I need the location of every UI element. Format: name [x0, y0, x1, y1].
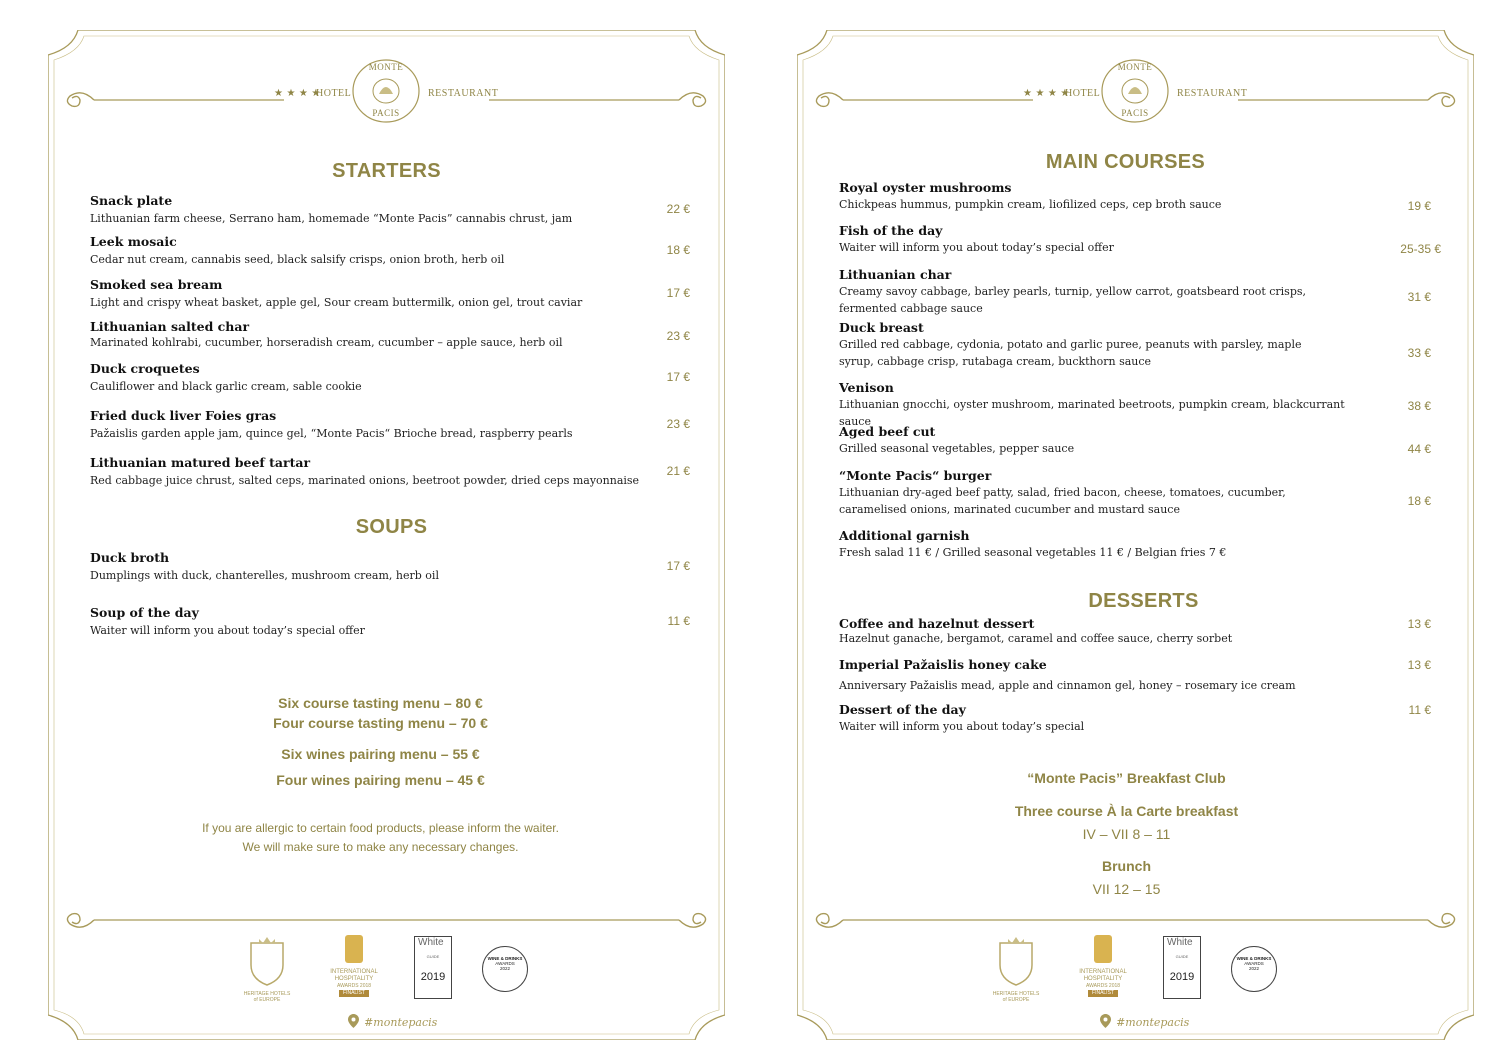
item-price: 17 € [666, 286, 690, 300]
logo-text-monte: MONTE [1117, 62, 1153, 72]
list-item [90, 234, 650, 269]
item-price: 33 € [1407, 346, 1431, 360]
logo-text-monte: MONTE [368, 62, 404, 72]
monte-pacis-logo [351, 58, 421, 124]
location-pin-icon [348, 1014, 359, 1028]
soups-heading: SOUPS [355, 516, 428, 538]
item-description: Cauliflower and black garlic cream, sable cookie [90, 380, 362, 393]
iha-text-3: AWARDS 2018 [1085, 983, 1121, 989]
alacarte-breakfast-title: Three course À la Carte breakfast [1014, 803, 1239, 819]
tasting-menu-six: Six course tasting menu – 80 € [278, 695, 483, 711]
item-description: Lithuanian dry-aged beef patty, salad, fried bacon, cheese, tomatoes, cucumber, caramelised onions, marinated cucumber and mustard sauce [839, 486, 1286, 516]
item-name: Coffee and hazelnut dessert [839, 616, 1035, 631]
breakfast-club-title: “Monte Pacis” Breakfast Club [1027, 770, 1226, 786]
wd-text-2: AWARDS [495, 961, 515, 966]
white-guide-badge [1163, 936, 1201, 999]
list-item [839, 267, 1309, 317]
item-description: Chickpeas hummus, pumpkin cream, liofilized ceps, cep broth sauce [839, 198, 1222, 211]
wine-pairing-six: Six wines pairing menu – 55 € [281, 746, 480, 762]
list-item [839, 380, 1379, 430]
white-guide-badge [414, 936, 452, 999]
white-guide-title: White [1167, 937, 1193, 948]
list-item [839, 616, 1369, 648]
allergy-note-line1: If you are allergic to certain food products, please inform the waiter. [202, 821, 559, 835]
item-price: 11 € [1408, 703, 1431, 717]
item-name: Additional garnish [839, 528, 970, 543]
heritage-hotels-badge [241, 935, 293, 1007]
monte-pacis-logo [1100, 58, 1170, 124]
heritage-text-2: of EUROPE [253, 997, 281, 1003]
iha-text-3: AWARDS 2018 [336, 983, 372, 989]
list-item [839, 657, 1369, 695]
list-item [90, 605, 650, 640]
hashtag-text[interactable]: #montepacis [1116, 1016, 1190, 1029]
location-pin-icon [1100, 1014, 1111, 1028]
heritage-hotels-badge [990, 935, 1042, 1007]
hospitality-awards-badge [325, 933, 383, 1005]
item-description: Anniversary Pažaislis mead, apple and cinnamon gel, honey – rosemary ice cream [839, 679, 1296, 692]
heritage-text-1: HERITAGE HOTELS [243, 991, 291, 997]
list-item [90, 361, 650, 396]
item-name: “Monte Pacis“ burger [839, 468, 992, 483]
brunch-title: Brunch [1102, 858, 1151, 874]
item-price: 13 € [1407, 658, 1431, 672]
list-item [90, 193, 650, 228]
wd-year: 2022 [1248, 966, 1259, 971]
item-description: Creamy savoy cabbage, barley pearls, turnip, yellow carrot, goatsbeard root crisps, fermented cabbage sauce [839, 285, 1307, 315]
item-name: Snack plate [90, 193, 173, 208]
list-item [839, 223, 1369, 257]
item-description: Pažaislis garden apple jam, quince gel, “Monte Pacis“ Brioche bread, raspberry pearls [90, 427, 573, 440]
list-item [90, 277, 650, 312]
list-item [839, 320, 1339, 370]
hashtag-line [1100, 1011, 1220, 1030]
item-description: Grilled red cabbage, cydonia, potato and garlic puree, peanuts with parsley, maple syrup, cabbage crisp, rutabaga cream, buckthorn sauce [839, 338, 1302, 368]
wd-year: 2022 [499, 966, 510, 971]
wd-text-2: AWARDS [1244, 961, 1264, 966]
item-price: 44 € [1407, 442, 1431, 456]
iha-text-1: INTERNATIONAL [1079, 969, 1127, 975]
item-name: Smoked sea bream [90, 277, 223, 292]
item-name: Aged beef cut [839, 424, 936, 439]
item-description: Hazelnut ganache, bergamot, caramel and coffee sauce, cherry sorbet [839, 632, 1233, 645]
header-stars: ★ ★ ★ ★ [274, 88, 321, 99]
heritage-text-1: HERITAGE HOTELS [992, 991, 1040, 997]
item-name: Lithuanian salted char [90, 319, 250, 334]
logo-text-pacis: PACIS [372, 108, 400, 118]
heritage-text-2: of EUROPE [1002, 997, 1030, 1003]
white-guide-title: White [418, 937, 444, 948]
wd-text-1: WINE & DRINKS [487, 956, 523, 961]
list-item [839, 468, 1349, 518]
iha-text-4: FINALIST [339, 990, 369, 997]
header-restaurant: RESTAURANT [1177, 88, 1248, 99]
wine-pairing-four: Four wines pairing menu – 45 € [276, 772, 485, 788]
item-name: Lithuanian matured beef tartar [90, 455, 311, 470]
hashtag-text[interactable]: #montepacis [364, 1016, 438, 1029]
item-description: Light and crispy wheat basket, apple gel, Sour cream buttermilk, onion gel, trout caviar [90, 296, 583, 309]
header-hotel: HOTEL [1065, 88, 1101, 99]
white-guide-year: 2019 [420, 971, 446, 983]
starters-heading: STARTERS [332, 160, 441, 182]
logo-text-pacis: PACIS [1121, 108, 1149, 118]
item-price: 38 € [1407, 399, 1431, 413]
item-name: Royal oyster mushrooms [839, 180, 1012, 195]
item-description: Red cabbage juice chrust, salted ceps, marinated onions, beetroot powder, dried ceps mayonnaise [90, 474, 640, 487]
hospitality-awards-badge [1074, 933, 1132, 1005]
list-item [90, 550, 650, 585]
item-price: 13 € [1407, 617, 1431, 631]
item-name: Fried duck liver Foies gras [90, 408, 277, 423]
item-price: 21 € [666, 464, 690, 478]
item-description: Lithuanian gnocchi, oyster mushroom, marinated beetroots, pumpkin cream, blackcurrant sauce [839, 398, 1345, 428]
allergy-note-line2: We will make sure to make any necessary changes. [242, 840, 519, 854]
item-description: Grilled seasonal vegetables, pepper sauce [839, 442, 1075, 455]
list-item [839, 528, 1369, 562]
footer-flourish [64, 910, 709, 934]
header-restaurant: RESTAURANT [428, 88, 499, 99]
tasting-menu-four: Four course tasting menu – 70 € [273, 715, 488, 731]
item-name: Dessert of the day [839, 702, 966, 717]
item-price: 17 € [666, 370, 690, 384]
item-name: Duck broth [90, 550, 170, 565]
list-item [839, 424, 1369, 458]
iha-text-2: HOSPITALITY [1083, 976, 1123, 982]
list-item [90, 455, 650, 490]
wine-drinks-awards-badge [482, 946, 528, 992]
item-description: Marinated kohlrabi, cucumber, horseradish cream, cucumber – apple sauce, herb oil [90, 336, 563, 349]
main-courses-heading: MAIN COURSES [1045, 151, 1206, 173]
iha-text-1: INTERNATIONAL [330, 969, 378, 975]
item-description: Cedar nut cream, cannabis seed, black salsify crisps, onion broth, herb oil [90, 253, 505, 266]
hashtag-line [348, 1011, 468, 1030]
list-item [90, 319, 650, 352]
list-item [90, 408, 650, 443]
menu-page-right [797, 30, 1474, 1040]
item-price: 22 € [666, 202, 690, 216]
iha-text-2: HOSPITALITY [334, 976, 374, 982]
item-name: Fish of the day [839, 223, 943, 238]
header-stars: ★ ★ ★ ★ [1023, 88, 1070, 99]
item-description: Dumplings with duck, chanterelles, mushroom cream, herb oil [90, 569, 439, 582]
item-price: 18 € [666, 243, 690, 257]
iha-text-4: FINALIST [1088, 990, 1118, 997]
item-name: Lithuanian char [839, 267, 952, 282]
item-description: Waiter will inform you about today’s special offer [90, 624, 365, 637]
item-price: 25-35 € [1400, 242, 1441, 256]
brunch-time: VII 12 – 15 [1092, 881, 1161, 897]
item-name: Leek mosaic [90, 234, 177, 249]
item-name: Venison [839, 380, 894, 395]
item-name: Duck croquetes [90, 361, 200, 376]
item-price: 23 € [666, 417, 690, 431]
alacarte-breakfast-time: IV – VII 8 – 11 [1082, 826, 1171, 842]
wd-text-1: WINE & DRINKS [1236, 956, 1272, 961]
item-description: Waiter will inform you about today’s special [839, 720, 1085, 733]
item-description: Waiter will inform you about today’s special offer [839, 241, 1114, 254]
wine-drinks-awards-badge [1231, 946, 1277, 992]
item-name: Imperial Pažaislis honey cake [839, 657, 1047, 672]
item-price: 11 € [667, 614, 690, 628]
item-price: 23 € [666, 329, 690, 343]
item-price: 19 € [1407, 199, 1431, 213]
item-price: 31 € [1407, 290, 1431, 304]
item-description: Lithuanian farm cheese, Serrano ham, homemade “Monte Pacis” cannabis chrust, jam [90, 212, 573, 225]
footer-flourish [813, 910, 1458, 934]
item-name: Duck breast [839, 320, 924, 335]
white-guide-year: 2019 [1169, 971, 1195, 983]
header-hotel: HOTEL [316, 88, 352, 99]
item-price: 18 € [1407, 494, 1431, 508]
menu-page-left [48, 30, 725, 1040]
item-description: Fresh salad 11 € / Grilled seasonal vegetables 11 € / Belgian fries 7 € [839, 546, 1227, 559]
white-guide-sub: GUIDE [1175, 954, 1189, 959]
list-item [839, 702, 1369, 736]
list-item [839, 180, 1369, 214]
desserts-heading: DESSERTS [1088, 590, 1199, 612]
white-guide-sub: GUIDE [426, 954, 440, 959]
item-name: Soup of the day [90, 605, 199, 620]
item-price: 17 € [666, 559, 690, 573]
